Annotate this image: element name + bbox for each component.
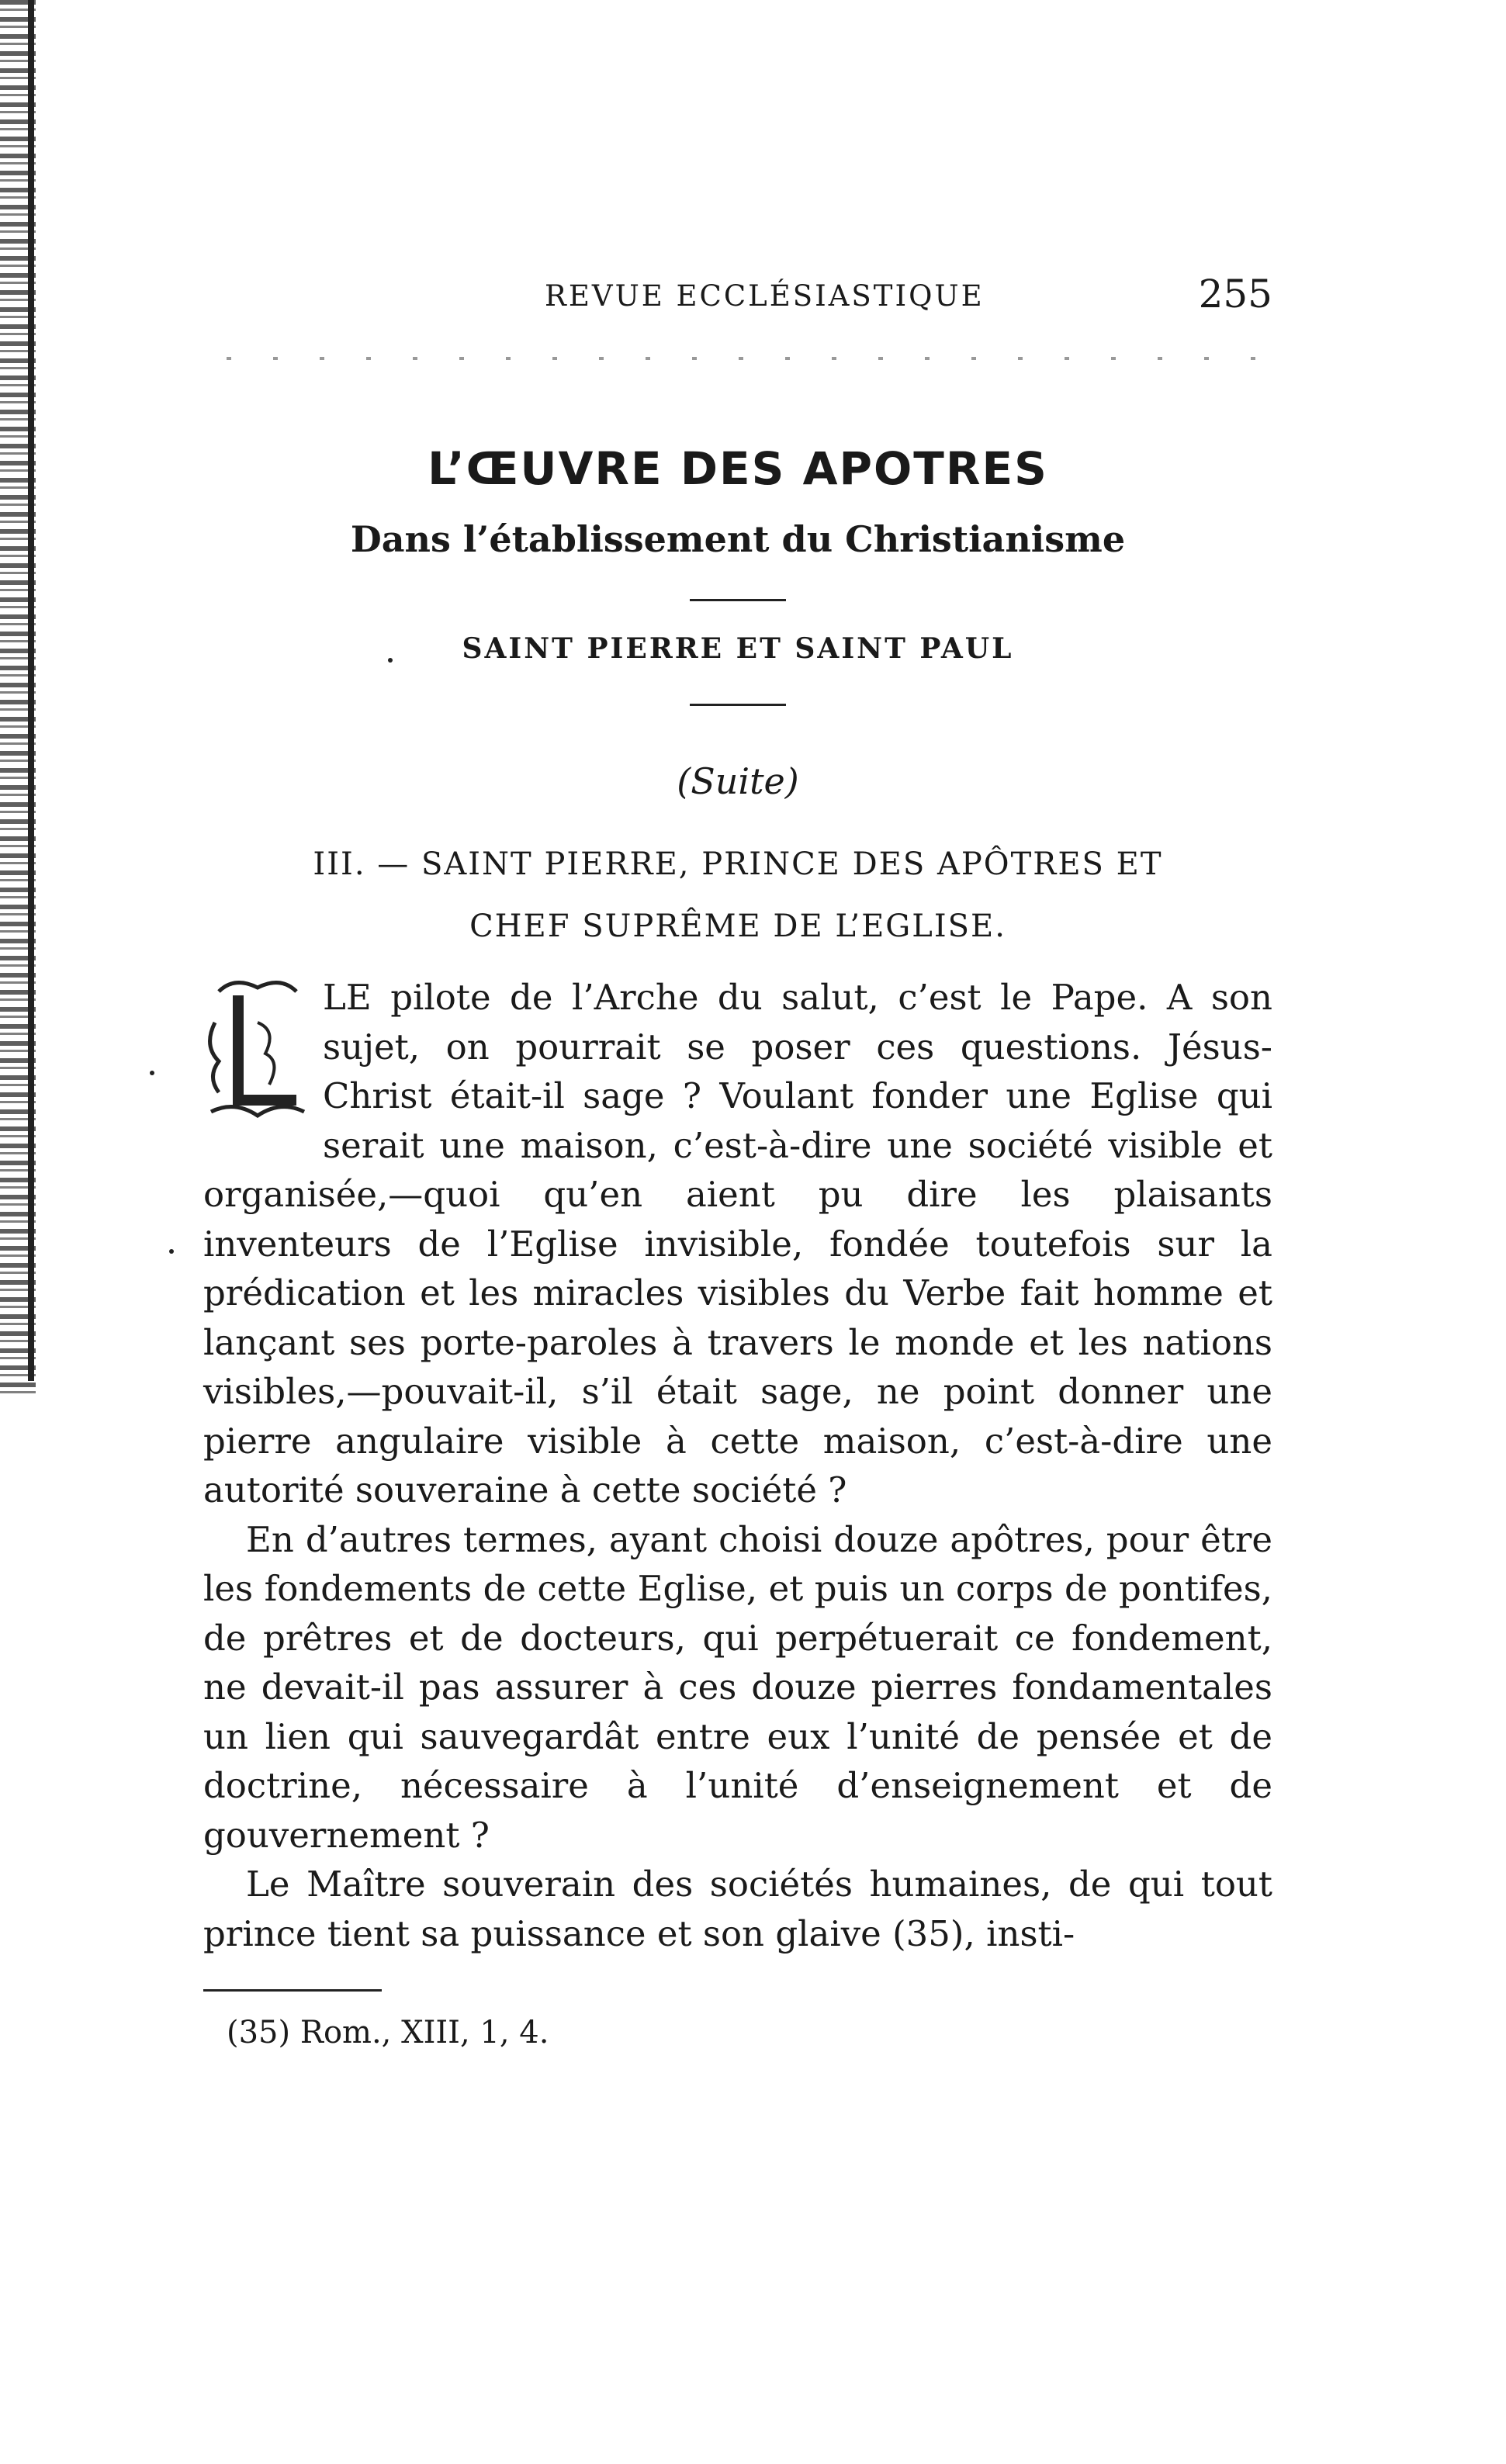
paragraph: En d’autres termes, ayant choisi douze apôtres, pour être les fondements de cette Eglise, et puis un corps de pontifes, de prêtres et de docteurs, qui perpétuerait ce fondement, ne devait-il pas assurer à ces douze pierres fondamentales un lien qui sauvegardât entre eux l’unité de pensée et de doctrine, nécessaire à l’unité d’enseignement et de gouvernement ? — [203, 1518, 1272, 1856]
header-dotted-rule — [227, 357, 1274, 360]
article-body — [203, 973, 1272, 1958]
section-heading: SAINT PIERRE ET SAINT PAUL — [462, 632, 1014, 665]
footnote: (35) Rom., XIII, 1, 4. — [227, 2015, 549, 2050]
running-title: REVUE ECCLÉSIASTIQUE — [545, 279, 985, 313]
page-number: 255 — [1198, 272, 1272, 317]
margin-speck — [169, 1249, 174, 1254]
paragraph: LE pilote de l’Arche du salut, c’est le Pape. A son sujet, on pourrait se poser ces questions. Jésus-Christ était-il sage ? Voulant fonder une Eglise qui serait une maison, c’est-à-dire une société visible et organisée,—quoi qu’en aient pu dire les plaisants inventeurs de l’Eglise invisible, fondée toutefois sur la prédication et les miracles visibles du Verbe fait homme et lançant ses porte-paroles à travers le monde et les nations visibles,—pouvait-il, s’il était sage, ne point donner une pierre angulaire visible à cette maison, c’est-à-dire une autorité souveraine à cette société ? — [203, 977, 1272, 1511]
chapter-heading-line: CHEF SUPRÊME DE L’EGLISE. — [469, 908, 1006, 944]
running-head — [203, 264, 1272, 326]
article-title: L’ŒUVRE DES APOTRES — [428, 442, 1048, 495]
page — [203, 264, 1272, 2050]
article-subtitle: Dans l’établissement du Christianisme — [350, 518, 1126, 560]
chapter-heading — [203, 833, 1272, 957]
divider-rule — [690, 599, 786, 601]
margin-speck — [388, 658, 393, 663]
continuation-label: (Suite) — [677, 760, 799, 802]
margin-speck — [150, 1071, 154, 1075]
footnote-rule — [203, 1989, 382, 1992]
binding-edge-line — [28, 0, 34, 1381]
paragraph: Le Maître souverain des sociétés humaines, de qui tout prince tient sa puissance et son glaive (35), insti- — [203, 1864, 1272, 1954]
chapter-heading-line: III. — SAINT PIERRE, PRINCE DES APÔTRES ET — [313, 846, 1163, 882]
divider-rule — [690, 704, 786, 706]
ornamental-initial-icon — [203, 976, 310, 1123]
